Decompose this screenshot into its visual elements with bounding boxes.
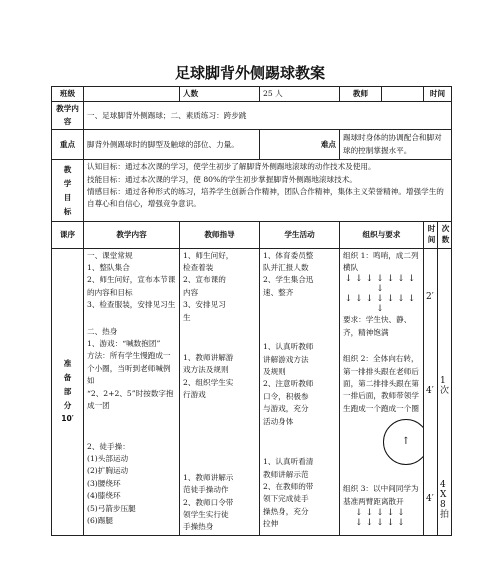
- key-label: 重点: [52, 130, 84, 160]
- key-value: 脚背外侧踢球时的脚型及触球的部位、力量。: [84, 130, 260, 160]
- goal-skill: 技能目标：通过本次课的学习，使 80%的学生初步掌握脚背外侧踢地滚球技术。: [87, 174, 357, 184]
- page-title: 足球脚背外侧踢球教案: [174, 64, 325, 82]
- prep-student: 1、体育委员整 队并汇报人数 2、学生集合迅 速、整齐 1、认真听教师 讲解游戏方法 及规则 2、注意听教师 口令，积极参 与游戏，充分 活动身体 1、认真听看清 教师讲解示范 2、在教师的带 领下完成徒手 操热身，充分 拉伸: [260, 248, 340, 535]
- org-header: 组织与要求: [340, 222, 424, 248]
- prep-teacher: 1、师生问好， 检查着装 2、宣布课的 内容 3、安排见习 生 1、教师讲解游 戏方法及规则 2、组织学生实 行游戏 1、教师讲解示 范徒手操动作 2、教师口令带 领学生实行徒 手操热身: [180, 248, 260, 535]
- order-header: 课序: [52, 222, 84, 248]
- goal-cognitive: 认知目标：通过本次课的学习，使学生初步了解脚背外侧踢地滚球的动作技术及使用。: [87, 162, 376, 172]
- difficulty-value: 踢球时身体的协调配合和脚对球的控制掌握水平。: [340, 130, 452, 160]
- goals-label: 教学目标: [52, 160, 84, 222]
- lesson-plan-table: [51, 86, 452, 536]
- content-value: 一、足球脚背外侧踢球；二、素质练习：跨步跳: [84, 102, 452, 130]
- class-value: [84, 87, 180, 102]
- prep-label: 准备部分 10′: [52, 248, 84, 535]
- running-circle-diagram: ↑: [383, 419, 424, 465]
- content-label: 教学内容: [52, 102, 84, 130]
- formation-row-4: ↓↓↓↓↓: [355, 518, 408, 529]
- teacher-value: [382, 87, 424, 102]
- time-header: 时间: [424, 222, 438, 248]
- prep-time: 2′ 4′ 4′: [424, 248, 438, 535]
- goals-value: [84, 160, 452, 222]
- count-label: 人数: [180, 87, 260, 102]
- difficulty-label: 难点: [260, 130, 340, 160]
- prep-times: 1次 4X8拍: [438, 248, 452, 535]
- goal-emotion: 情感目标：通过各种形式的练习，培养学生创新合作精神，团队合作精神，集体主义荣誉精神。增强学生的自尊心和自信心，增强竞争意识。: [87, 187, 444, 209]
- prep-content: 一、课堂常规 1、整队集合 2、师生问好，宣布本节课的内容和目标 3、检查服装，安排见习生 二、热身 1、游戏：“喊数抱团” 方法：所有学生慢跑成一个小圈，当听到老师喊例如 “2、2+2、5”时按数字抱成一团 2、徒手操： (1)头部运动 (2)扩胸运动 (3)腰绕环 (4)膝绕环 (5)弓箭步压腿 (6)踢腿: [84, 248, 180, 535]
- prep-organization: 组织 1：鸣哨，成二列横队 ↓↓↓↓↓↓↓↓ ↓↓↓↓↓↓↓↓ 要求：学生快、静、 齐，精神饱满 组织 2：全体向右转，第一排排头跟在老师后面，第二排排头跟在第一排后面，教师带领学生跑成一个跑成一个圈 ↑ 组织 3：以中间同学为基准两臂距离散开 ↓↓↓↓↓ ↓↓↓↓↓: [340, 248, 424, 535]
- student-header: 学生活动: [260, 222, 340, 248]
- time-label: 时间: [424, 87, 452, 102]
- formation-row-3: ↓↓↓↓↓: [355, 508, 408, 519]
- count-value: 25 人: [260, 87, 340, 102]
- teacher-header: 教师指导: [180, 222, 260, 248]
- content-header: 教学内容: [84, 222, 180, 248]
- teacher-label: 教师: [340, 87, 382, 102]
- formation-row-1: ↓↓↓↓↓↓↓↓: [344, 274, 419, 295]
- class-label: 班级: [52, 87, 84, 102]
- formation-row-2: ↓↓↓↓↓↓↓↓: [344, 294, 419, 315]
- times-header: 次数: [438, 222, 452, 248]
